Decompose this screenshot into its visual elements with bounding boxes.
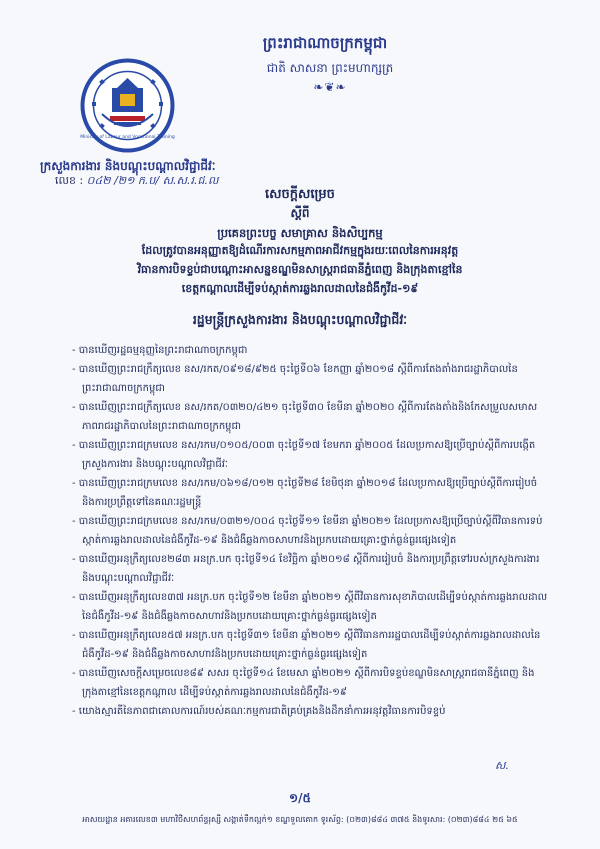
list-item: - យោងស្មារតីនៃភាពជាគោលការណ៍របស់គណៈកម្មការជាតិគ្រប់គ្រងនិងដឹកនាំការអនុវត្តវិធានការបិទខ្ទប់ [72,706,446,717]
list-item: - បានឃើញព្រះរាជក្រមលេខ នស/រកម/០៣២១/០០៤ ចុះថ្ងៃទី១១ ខែមីនា ឆ្នាំ២០២១ ដែលប្រកាសឱ្យប្រើច្បាប់ស្តីពីវិធានការទប់ស្កាត់ការឆ្លងរាលដាលនៃជំងឺកូវីដ-១៩ និងជំងឺឆ្លងកាចសាហាវនិងប្រកបដោយគ្រោះថ្នាក់ធ្ងន់ធ្ងរផ្សេងទៀត [72,516,543,546]
ministry-name: ក្រសួងការងារ និងបណ្តុះបណ្តាលវិជ្ជាជីវៈ [40,159,216,173]
minister-title: រដ្ឋមន្រ្តីក្រសួងការងារ និងបណ្តុះបណ្តាលវិជ្ជាជីវៈ [192,312,408,327]
page-number: ១/៥ [289,791,311,805]
footer-address: អាសយដ្ឋាន អគារលេខ៣ មហាវិថីសហព័ន្ធរុស្សី សង្កាត់ទឹកល្អក់១ ខណ្ឌទួលគោក ទូរស័ព្ទ: (០២៣)៨៨៤ ៣៧៥ និងទូរសារ: (០២៣)៨៨៤ ២៥ ៦៥ [82,815,518,824]
national-motto: ជាតិ សាសនា ព្រះមហាក្សត្រ [266,61,394,75]
list-item: - បានឃើញព្រះរាជក្រឹត្យលេខ នស/រកត/០៩១៨/៩២៥ ចុះថ្ងៃទី០៦ ខែកញ្ញា ឆ្នាំ២០១៨ ស្តីពីការតែងតាំងរាជរដ្ឋាភិបាលនៃព្រះរាជាណាចក្រកម្ពុជា [72,364,518,394]
subject-line-4: ខេត្តកណ្តាលដើម្បីទប់ស្កាត់ការឆ្លងរាលដាលនៃជំងឺកូវីដ-១៩ [181,282,419,295]
document-type: សេចក្តីសម្រេច [265,187,335,202]
reference-number: ០៤២ [86,174,111,187]
subject-line-2: ដែលត្រូវបានអនុញ្ញាតឱ្យដំណើរការសកម្មភាពអាជីវកម្មក្នុងរយៈពេលនៃការអនុវត្ត [141,244,459,257]
subject-line-3: វិធានការបិទខ្ទប់ជាបណ្តោះអាសន្នខណ្ឌមិនសាស្រ្តរាជធានីភ្នំពេញ និងក្រុងតាខ្មៅនៃ [137,263,463,276]
ministry-logo [80,58,175,153]
document-about: ស្តីពី [290,206,310,220]
subject-line-1: ប្រគេនព្រះបច្ច សមាគ្រាស និងសិប្បកម្ម [217,226,383,240]
list-item: - បានឃើញព្រះរាជក្រមលេខ នស/រកម/០៦១៨/០១២ ចុះថ្ងៃទី២៨ ខែមិថុនា ឆ្នាំ២០១៨ ដែលប្រកាសឱ្យប្រើច្បាប់ស្តីពីការរៀបចំ និងការប្រព្រឹត្តទៅនៃគណៈរដ្ឋមន្រ្តី [72,478,538,508]
preamble-list [72,341,552,721]
handwritten-initial: ស. [495,759,509,772]
reference-suffix: ក.ប/ ស.ស.រ.ជ.ល [137,174,219,187]
kingdom-title: ព្រះរាជាណាចក្រកម្ពុជា [262,34,388,52]
list-item: - បានឃើញអនុក្រឹត្យលេខ៥៧ អនក្រ.បក ចុះថ្ងៃទី៣១ ខែមីនា ឆ្នាំ២០២១ ស្តីពីវិធានការរដ្ឋបាលដើម្បីទប់ស្កាត់ការឆ្លងរាលដាលនៃជំងឺកូវីដ-១៩ និងជំងឺឆ្លងកាចសាហាវនិងប្រកបដោយគ្រោះថ្នាក់ធ្ងន់ធ្ងរផ្សេងទៀត [72,630,541,660]
list-item: - បានឃើញព្រះរាជក្រឹត្យលេខ នស/រកត/០៣២០/៤២១ ចុះថ្ងៃទី៣០ ខែមីនា ឆ្នាំ២០២០ ស្តីពីការតែងតាំងនិងកែសម្រួលសមាសភាពរាជរដ្ឋាភិបាលនៃព្រះរាជាណាចក្រកម្ពុជា [72,402,538,432]
reference-label: លេខ : [55,174,84,187]
list-item: - បានឃើញសេចក្តីសម្រេចលេខ៨៩ សសរ ចុះថ្ងៃទី១៤ ខែមេសា ឆ្នាំ២០២១ ស្តីពីការបិទខ្ទប់ខណ្ឌមិនសាស្ត្ររាជធានីភ្នំពេញ និងក្រុងតាខ្មៅនៃខេត្តកណ្តាល ដើម្បីទប់ស្កាត់ការឆ្លងរាលដាលនៃជំងឺកូវីដ-១៩ [72,668,535,698]
list-item: - បានឃើញអនុក្រឹត្យលេខ២៨៣ អនក្រ.បក ចុះថ្ងៃទី១៤ ខែវិច្ឆិកា ឆ្នាំ២០១៨ ស្តីពីការរៀបចំ និងការប្រព្រឹត្តទៅរបស់ក្រសួងការងារ និងបណ្តុះបណ្តាលវិជ្ជាជីវៈ [72,554,540,584]
ornament-divider: ❧❦❧ [313,80,347,94]
list-item: - បានឃើញព្រះរាជក្រមលេខ នស/រកម/០១០៥/០០៣ ចុះថ្ងៃទី១៧ ខែមករា ឆ្នាំ២០០៥ ដែលប្រកាសឱ្យប្រើច្បាប់ស្តីពីការបង្កើតក្រសួងការងារ និងបណ្តុះបណ្តាលវិជ្ជាជីវៈ [72,440,536,470]
list-item: - បានឃើញរដ្ឋធម្មនុញ្ញនៃព្រះរាជាណាចក្រកម្ពុជា [72,345,248,356]
list-item: - បានឃើញអនុក្រឹត្យលេខ៣៧ អនក្រ.បក ចុះថ្ងៃទី១២ ខែមីនា ឆ្នាំ២០២១ ស្តីពីវិធានការសុខាភិបាលដើម្បីទប់ស្កាត់ការឆ្លងរាលដាលនៃជំងឺកូវីដ-១៩ និងជំងឺឆ្លងកាចសាហាវនិងប្រកបដោយគ្រោះថ្នាក់ធ្ងន់ធ្ងរផ្សេងទៀត [72,592,548,622]
reference-year: /២១ [114,174,135,187]
logo-text: Ministry of Labour and Vocational Training [80,135,175,140]
